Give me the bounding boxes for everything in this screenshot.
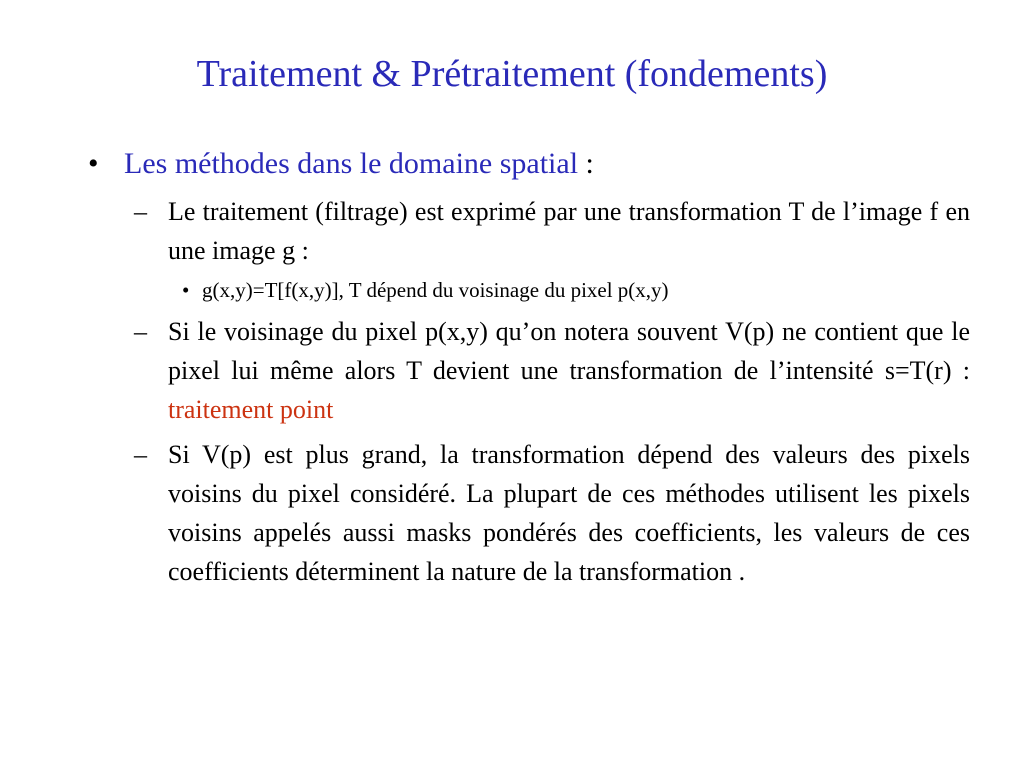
- slide-body: [88, 142, 970, 591]
- sub-point-text: Si V(p) est plus grand, la transformation dépend des valeurs des pixels voisins du pixel considéré. La plupart de ces méthodes utilisent les pixels voisins appelés aussi masks pondérés des coefficients, les valeurs de ces coefficients déterminent la nature de la transformation .: [168, 440, 970, 586]
- bullet-heading-suffix: :: [578, 147, 594, 180]
- bullet-point: [88, 142, 970, 186]
- sub-point-2: [134, 312, 970, 429]
- highlight-text: traitement point: [168, 395, 334, 424]
- sub-point-text: Si le voisinage du pixel p(x,y) qu’on notera souvent V(p) ne contient que le pixel lui même alors T devient une transformation de l’intensité s=T(r) :: [168, 317, 970, 385]
- dash-icon: –: [134, 317, 147, 346]
- sub-point-text: Le traitement (filtrage) est exprimé par une transformation T de l’image f en une image g :: [168, 197, 970, 265]
- dash-icon: –: [134, 197, 147, 226]
- slide-title: Traitement & Prétraitement (fondements): [196, 53, 828, 95]
- bullet-icon: •: [182, 278, 190, 302]
- dash-icon: –: [134, 440, 147, 469]
- bullet-heading: Les méthodes dans le domaine spatial: [124, 147, 579, 180]
- nested-point-text: g(x,y)=T[f(x,y)], T dépend du voisinage du pixel p(x,y): [202, 278, 669, 302]
- sub-point-1: [134, 192, 970, 270]
- nested-point: [182, 274, 970, 306]
- bullet-icon: •: [88, 147, 99, 180]
- sub-point-3: [134, 435, 970, 591]
